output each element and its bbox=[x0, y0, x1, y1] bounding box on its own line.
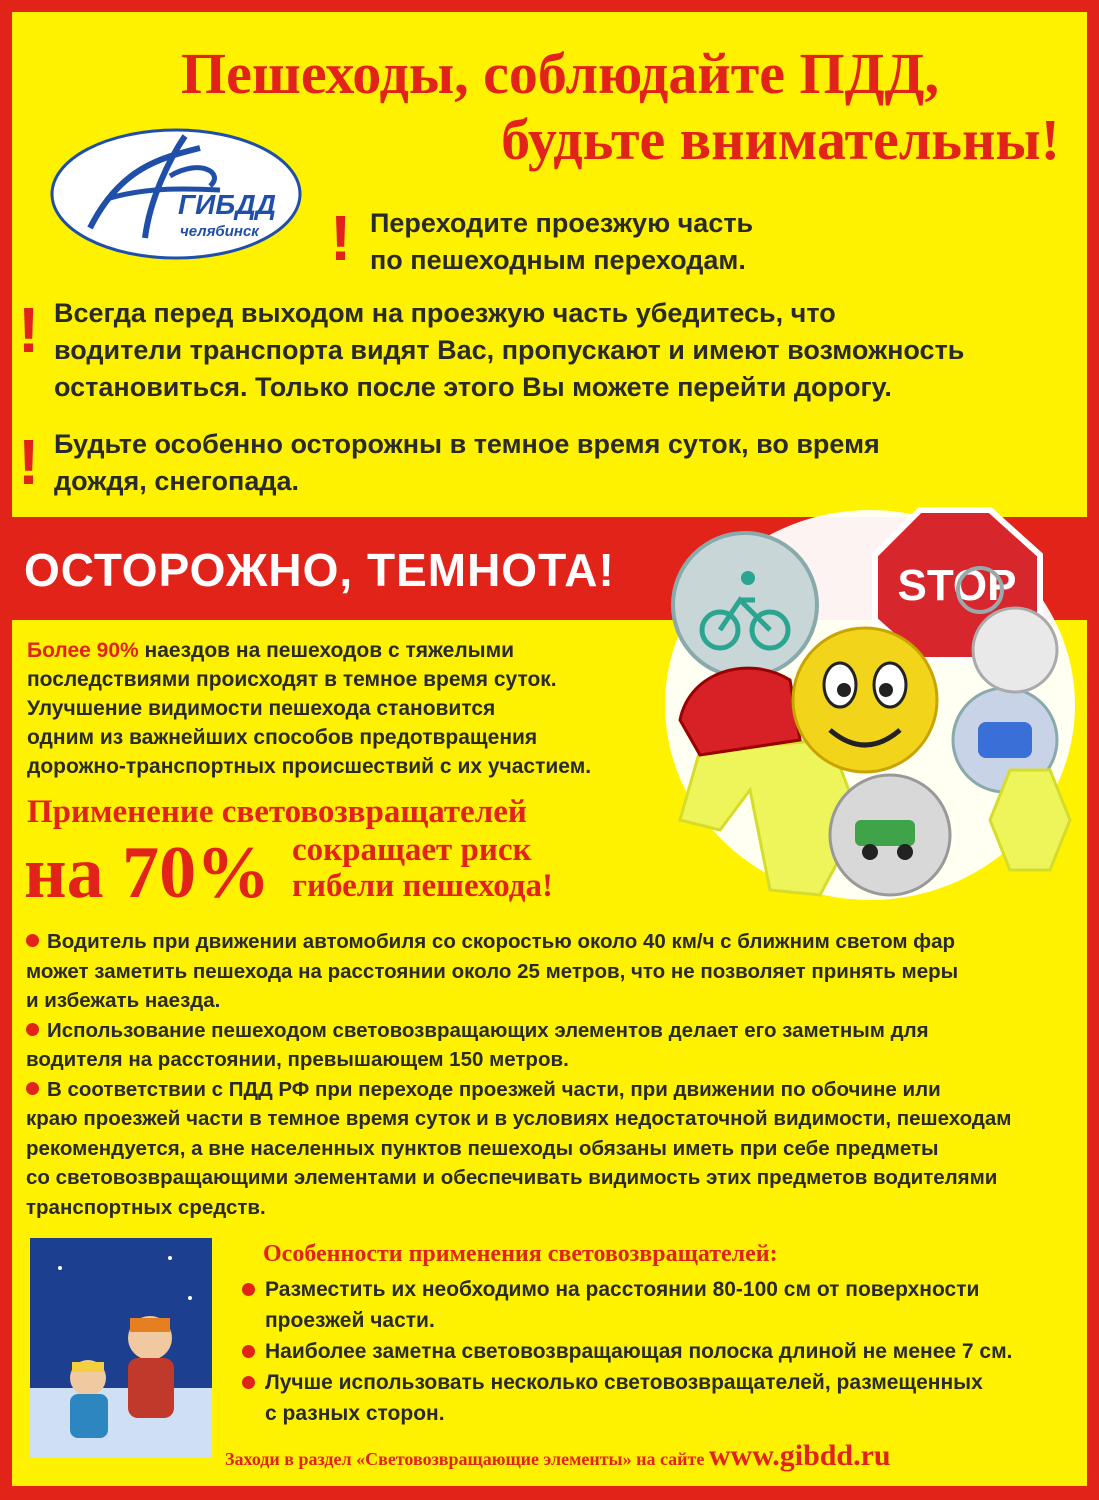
rule-line: Будьте особенно осторожны в темное время суток, во время bbox=[54, 429, 880, 459]
rule-dark-weather bbox=[54, 426, 880, 500]
exclamation-icon: ! bbox=[330, 202, 352, 274]
fact-line: Использование пешеходом световозвращающих элементов делает его заметным для bbox=[47, 1018, 929, 1042]
rule-line: Переходите проезжую часть bbox=[370, 208, 754, 238]
list-item bbox=[26, 1075, 1011, 1105]
intro-line: последствиями происходят в темное время суток. bbox=[27, 668, 557, 691]
stat-line1: Применение световозвращателей bbox=[27, 794, 527, 830]
bullet-icon bbox=[242, 1376, 255, 1389]
exclamation-icon: ! bbox=[18, 426, 40, 498]
stat-line2: сокращает риск bbox=[292, 832, 532, 868]
intro-line: дорожно-транспортных происшествий с их участием. bbox=[27, 755, 592, 778]
footer-text: Заходи в раздел «Световозвращающие элементы» на сайте bbox=[225, 1449, 705, 1469]
features-list bbox=[240, 1274, 1012, 1429]
list-item bbox=[240, 1336, 1012, 1367]
intro-highlight: Более 90% bbox=[27, 639, 139, 662]
children-night-illustration bbox=[30, 1238, 212, 1458]
list-item bbox=[240, 1274, 1012, 1305]
fact-line: Водитель при движении автомобиля со скоростью около 40 км/ч с ближним светом фар bbox=[47, 930, 956, 953]
smiley-reflector bbox=[793, 628, 937, 772]
poster-title-line1: Пешеходы, соблюдайте ПДД, bbox=[181, 41, 939, 106]
logo-org-text: ГИБДД bbox=[178, 189, 276, 220]
rule-crossings bbox=[370, 205, 753, 279]
intro-line bbox=[27, 636, 591, 665]
feature-line: проезжей части. bbox=[265, 1309, 435, 1332]
fact-line: водителя на расстоянии, превышающем 150 метров. bbox=[26, 1048, 569, 1071]
feature-line: Разместить их необходимо на расстоянии 80-100 см от поверхности bbox=[265, 1278, 980, 1301]
website-link[interactable]: www.gibdd.ru bbox=[708, 1439, 891, 1472]
footer bbox=[225, 1436, 891, 1479]
danger-banner-title: ОСТОРОЖНО, ТЕМНОТА! bbox=[24, 544, 615, 596]
rule-check-drivers bbox=[54, 295, 964, 406]
gibdd-logo bbox=[50, 128, 302, 260]
feature-line: Лучше использовать несколько световозвращателей, размещенных bbox=[265, 1371, 983, 1394]
intro-paragraph bbox=[27, 636, 591, 781]
stat-line3: гибели пешехода! bbox=[292, 868, 553, 904]
intro-line: Улучшение видимости пешехода становится bbox=[27, 697, 496, 720]
features-title: Особенности применения световозвращателей: bbox=[263, 1241, 778, 1267]
bullet-icon bbox=[26, 1082, 39, 1095]
list-item bbox=[26, 927, 1011, 957]
rule-line: по пешеходным переходам. bbox=[370, 245, 746, 275]
feature-line: Наиболее заметна световозвращающая полоска длиной не менее 7 см. bbox=[265, 1340, 1013, 1363]
facts-list bbox=[26, 927, 1011, 1222]
stop-sign-text: STOP bbox=[897, 561, 1017, 610]
stat-lines bbox=[292, 832, 553, 904]
intro-line-rest: наездов на пешеходов с тяжелыми bbox=[138, 639, 515, 662]
stat-percent: на 70% bbox=[24, 832, 271, 914]
bullet-icon bbox=[26, 934, 39, 947]
rule-line: Всегда перед выходом на проезжую часть убедитесь, что bbox=[54, 298, 836, 328]
rule-line: остановиться. Только после этого Вы можете перейти дорогу. bbox=[54, 372, 892, 402]
reflectors-illustration bbox=[660, 490, 1080, 910]
rule-line: водители транспорта видят Вас, пропускают и имеют возможность bbox=[54, 335, 965, 365]
rule-line: дождя, снегопада. bbox=[54, 466, 300, 496]
fact-line: рекомендуется, а вне населенных пунктов пешеходы обязаны иметь при себе предметы bbox=[26, 1136, 939, 1160]
list-item bbox=[26, 1016, 1011, 1046]
fact-line: краю проезжей части в темное время суток и в условиях недостаточной видимости, пешеходам bbox=[26, 1107, 1012, 1130]
list-item bbox=[240, 1367, 1012, 1398]
fact-line: В соответствии с ПДД РФ при переходе проезжей части, при движении по обочине или bbox=[47, 1077, 941, 1101]
logo-city-text: челябинск bbox=[180, 223, 259, 240]
exclamation-icon: ! bbox=[18, 294, 40, 366]
fact-line: со световозвращающими элементами и обеспечивать видимость этих предметов водителями bbox=[26, 1166, 998, 1189]
fact-line: может заметить пешехода на расстоянии около 25 метров, что не позволяет принять меры bbox=[26, 959, 959, 983]
fact-line: и избежать наезда. bbox=[26, 989, 221, 1012]
poster-title-line2: будьте внимательны! bbox=[501, 107, 1060, 172]
feature-line: с разных сторон. bbox=[265, 1402, 445, 1425]
bullet-icon bbox=[242, 1345, 255, 1358]
fact-line: транспортных средств. bbox=[26, 1195, 266, 1219]
bullet-icon bbox=[26, 1023, 39, 1036]
bullet-icon bbox=[242, 1283, 255, 1296]
intro-line: одним из важнейших способов предотвращения bbox=[27, 726, 538, 749]
